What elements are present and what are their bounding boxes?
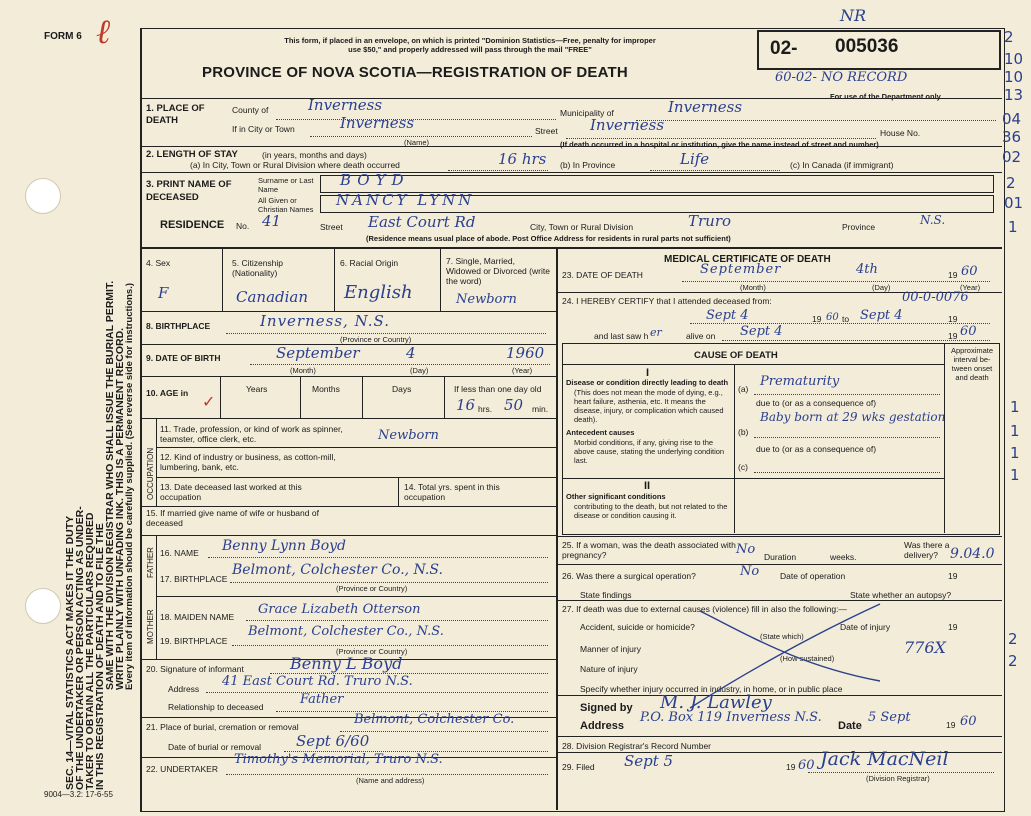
approx-interval-label: Approximate interval be-tween onset and death: [950, 346, 994, 382]
surgery-value: No: [740, 564, 760, 579]
date-operation-label: Date of operation: [780, 571, 846, 581]
sex-label: 4. Sex: [146, 258, 171, 268]
death-day-value: 4th: [856, 262, 878, 277]
roman-two: II: [644, 480, 651, 492]
punch-hole-top: [25, 178, 61, 214]
physician-address-label: Address: [580, 720, 625, 732]
delivery-value: 9.04.0: [950, 546, 995, 562]
father-name-value: Benny Lynn Boyd: [222, 538, 346, 554]
residence-city-value: Truro: [688, 212, 732, 230]
attended-label: 24. I HEREBY CERTIFY that I attended deceased from:: [562, 296, 772, 306]
informant-label: 20. Signature of informant: [146, 664, 244, 674]
margin-code: 13: [1004, 86, 1024, 104]
informant-address-value: 41 East Court Rd. Truro N.S.: [222, 674, 413, 689]
mother-side-label: MOTHER: [146, 609, 155, 644]
filed-date-value: Sept 5: [624, 752, 674, 770]
age-days-label: Days: [392, 384, 412, 394]
filed-nineteen: 19: [786, 762, 796, 772]
due-to-label-2: due to (or as a consequence of): [756, 444, 877, 454]
mail-notice-2: use $50," and properly addressed will pass through the mail "FREE": [348, 45, 592, 54]
dob-day-value: 4: [406, 344, 416, 362]
informant-address-label: Address: [168, 684, 200, 694]
form-title: PROVINCE OF NOVA SCOTIA—REGISTRATION OF DEATH: [202, 64, 628, 81]
birthplace-label: 8. BIRTHPLACE: [146, 321, 211, 331]
margin-code: 2: [1008, 652, 1018, 670]
findings-label: State findings: [580, 590, 632, 600]
dob-year-caption: (Year): [512, 366, 533, 375]
dob-day-caption: (Day): [410, 366, 429, 375]
margin-code: 04: [1002, 110, 1022, 128]
manner-label: Manner of injury: [580, 644, 641, 654]
disease-note: (This does not mean the mode of dying, e.g., heart failure, asthenia, etc. It means the disease, injury, or complication which caused death).: [574, 388, 724, 424]
side-text-5: SAME WITH THE DIVISION REGISTRAR WHO SHALL ISSUE THE BURIAL PERMIT.: [104, 280, 116, 690]
city-value: Inverness: [340, 114, 415, 132]
side-text-1: SEC. 14—VITAL STATISTICS ACT MAKES IT THE DUTY: [64, 515, 76, 790]
stay-city-value: 16 hrs: [498, 150, 547, 168]
alive-nineteen: 19: [948, 331, 958, 341]
birthplace-value: Inverness, N.S.: [260, 312, 391, 330]
cause-a-label: (a): [738, 384, 749, 394]
roman-one: I: [646, 367, 650, 379]
physician-date-label: Date: [838, 720, 862, 732]
mother-birthplace-caption: (Province or Country): [336, 647, 408, 656]
spouse-label: 15. If married give name of wife or husband of deceased: [146, 508, 319, 528]
margin-code: 10: [1004, 50, 1024, 68]
margin-code: 02: [1002, 148, 1022, 166]
autopsy-label: State whether an autopsy?: [850, 590, 952, 600]
cause-b-value: Baby born at 29 wks gestation: [760, 410, 946, 424]
informant-signature: Benny L Boyd: [290, 654, 403, 673]
attended-from-year: 60: [826, 312, 839, 323]
filed-label: 29. Filed: [562, 762, 595, 772]
death-day-caption: (Day): [872, 283, 891, 292]
length-of-stay-label: 2. LENGTH OF STAY: [146, 149, 238, 160]
registration-prefix: 02-: [770, 38, 798, 59]
margin-code: 1: [1010, 444, 1020, 462]
age-minutes-value: 50: [504, 396, 524, 414]
date-of-death-label: 23. DATE OF DEATH: [562, 270, 643, 280]
place-of-death-label: 1. PLACE OF DEATH: [146, 103, 205, 126]
occupation-side-label: OCCUPATION: [146, 447, 155, 500]
margin-code: 2: [1004, 28, 1014, 46]
municipality-label: Municipality of: [560, 108, 614, 118]
death-month-value: September: [700, 262, 782, 277]
cause-b-label: (b): [738, 427, 749, 437]
cause-of-death-title: CAUSE OF DEATH: [694, 350, 778, 361]
accident-label: Accident, suicide or homicide?: [580, 622, 695, 632]
relationship-label: Relationship to deceased: [168, 702, 264, 712]
physician-nineteen: 19: [946, 720, 956, 730]
occupation-trade-label: 11. Trade, profession, or kind of work as spinner, teamster, office clerk, etc.: [160, 424, 343, 444]
burial-date-label: Date of burial or removal: [168, 742, 262, 752]
hand-no-record: 60-02- NO RECORD: [775, 70, 908, 85]
given-names-label: All Given or Christian Names: [258, 196, 314, 214]
duration-label: Duration: [764, 552, 797, 562]
antecedent-note: Morbid conditions, if any, giving rise to the above cause, stating the underlying condition last.: [574, 438, 725, 465]
margin-code: 1: [1008, 218, 1018, 236]
mother-birthplace-label: 19. BIRTHPLACE: [160, 636, 228, 646]
attended-from-nineteen: 19: [812, 314, 822, 324]
surgery-label: 26. Was there a surgical operation?: [562, 571, 696, 581]
hours-label: hrs.: [478, 404, 493, 414]
racial-origin-value: English: [344, 282, 413, 303]
injury-nineteen: 19: [948, 622, 958, 632]
less-than-day-label: If less than one day old: [454, 384, 542, 394]
undertaker-label: 22. UNDERTAKER: [146, 764, 218, 774]
burial-place-value: Belmont, Colchester Co.: [354, 712, 515, 727]
citizenship-value: Canadian: [236, 288, 309, 306]
weeks-label: weeks.: [830, 552, 857, 562]
residence-label: RESIDENCE: [160, 219, 225, 231]
age-years-label: Years: [246, 384, 268, 394]
filed-year-value: 60: [798, 758, 815, 773]
surname-label: Surname or Last Name: [258, 176, 314, 194]
municipality-value: Inverness: [668, 98, 743, 116]
red-mark: ℓ: [96, 12, 111, 52]
side-text-3: TAKER TO OBTAIN ALL THE PARTICULARS REQUIRED: [84, 512, 96, 790]
margin-code: 2: [1006, 174, 1016, 192]
residence-no-label: No.: [236, 221, 250, 231]
physician-address-value: P.O. Box 119 Inverness N.S.: [640, 710, 822, 725]
mother-maiden-name-value: Grace Lizabeth Otterson: [258, 602, 421, 617]
undertaker-caption: (Name and address): [356, 776, 425, 785]
sex-value: F: [158, 284, 169, 302]
state-which-caption: (State which): [760, 632, 804, 641]
burial-date-value: Sept 6/60: [296, 732, 370, 750]
birthplace-caption: (Province or Country): [340, 335, 412, 344]
dob-year-value: 1960: [506, 344, 545, 362]
stay-province-label: (b) In Province: [560, 160, 616, 170]
department-use-note: For use of the Department only: [830, 92, 941, 101]
racial-origin-label: 6. Racial Origin: [340, 258, 399, 268]
death-code: 00-0-0076: [902, 290, 969, 305]
mother-birthplace-value: Belmont, Colchester Co., N.S.: [248, 624, 444, 639]
city-town-label: If in City or Town: [232, 124, 295, 134]
years-occupation-label: 14. Total yrs. spent in this occupation: [404, 482, 500, 502]
margin-code: 1: [1010, 422, 1020, 440]
death-month-caption: (Month): [740, 283, 766, 292]
relationship-value: Father: [300, 692, 344, 707]
registrar-signature: Jack MacNeil: [820, 748, 949, 770]
side-text-7: Every item of information should be carefully supplied. (See reverse side for instructions.): [124, 282, 135, 690]
attended-from-value: Sept 4: [706, 308, 749, 323]
age-checkmark: ✓: [202, 394, 216, 411]
age-label: 10. AGE in: [146, 388, 189, 398]
street-label: Street: [535, 126, 558, 136]
length-of-stay-subtitle: (in years, months and days): [262, 150, 367, 160]
cause-c-label: (c): [738, 462, 748, 472]
attended-to-nineteen: 19: [948, 314, 958, 324]
side-text-2: OF THE UNDERTAKER OR PERSON ACTING AS UNDER-: [74, 506, 86, 790]
street-value: Inverness: [590, 116, 665, 134]
residence-street-value: East Court Rd: [368, 213, 476, 231]
death-nineteen: 19: [948, 270, 958, 280]
punch-hole-bottom: [25, 588, 61, 624]
other-conditions-label: Other significant conditions: [566, 492, 666, 501]
physician-date-value: 5 Sept: [868, 710, 911, 725]
marital-status-value: Newborn: [456, 292, 517, 307]
operation-nineteen: 19: [948, 571, 958, 581]
medical-certificate-title: MEDICAL CERTIFICATE OF DEATH: [664, 254, 831, 265]
stay-city-label: (a) In City, Town or Rural Division where death occurred: [190, 160, 400, 170]
death-year-caption: (Year): [960, 283, 981, 292]
attended-to-value: Sept 4: [860, 308, 903, 323]
physician-year-value: 60: [960, 714, 977, 729]
side-text-4: IN THIS REGISTRATION OF DEATH AND TO FILE THE: [94, 523, 106, 790]
dob-label: 9. DATE OF BIRTH: [146, 353, 221, 363]
margin-code: 2: [1008, 630, 1018, 648]
injury-code: 776X: [904, 638, 946, 657]
death-year-value: 60: [961, 264, 978, 279]
mail-notice-1: This form, if placed in an envelope, on which is printed "Dominion Statistics—Free, penalty for improper: [284, 36, 656, 45]
minutes-label: min.: [532, 404, 549, 414]
registrar-record-label: 28. Division Registrar's Record Number: [562, 741, 712, 751]
form-number: FORM 6: [44, 31, 82, 42]
stay-province-value: Life: [680, 150, 710, 168]
last-saw-her-value: er: [650, 326, 662, 339]
external-causes-label: 27. If death was due to external causes (violence) fill in also the following:—: [562, 604, 847, 614]
how-sustained-caption: (How sustained): [780, 654, 835, 663]
father-name-label: 16. NAME: [160, 548, 199, 558]
county-value: Inverness: [308, 96, 383, 114]
side-text-6: WRITE PLAINLY WITH UNFADING INK. THIS IS A PERMANENT RECORD.: [114, 327, 126, 690]
residence-note: (Residence means usual place of abode. Post Office Address for residents in rural parts not sufficient): [366, 234, 731, 243]
father-birthplace-caption: (Province or Country): [336, 584, 408, 593]
division-registrar-caption: (Division Registrar): [866, 774, 930, 783]
alive-on-label: alive on: [686, 331, 716, 341]
pregnancy-value: No: [736, 542, 756, 557]
specify-label: Specify whether injury occurred in industry, in home, or in public place: [580, 684, 843, 694]
to-label: to: [842, 314, 850, 324]
occupation-industry-label: 12. Kind of industry or business, as cotton-mill, lumbering, bank, etc.: [160, 452, 336, 472]
other-conditions-note: contributing to the death, but not related to the disease or condition causing it.: [574, 502, 728, 520]
father-side-label: FATHER: [146, 547, 155, 578]
county-label: County of: [232, 105, 269, 115]
cause-a-value: Prematurity: [760, 374, 840, 389]
given-names-value: NANCY LYNN: [336, 191, 475, 209]
hand-nr: NR: [840, 6, 867, 25]
hospital-note: (If death occurred in a hospital or institution, give the name instead of street and number): [560, 140, 879, 149]
stay-canada-label: (c) In Canada (if immigrant): [790, 160, 894, 170]
burial-place-label: 21. Place of burial, cremation or removal: [146, 722, 299, 732]
name-caption: (Name): [404, 138, 430, 147]
physician-signature: M. J. Lawley: [660, 692, 772, 713]
mother-maiden-name-label: 18. MAIDEN NAME: [160, 612, 235, 622]
residence-province-label: Province: [842, 222, 876, 232]
margin-code: 1: [1010, 398, 1020, 416]
signed-by-label: Signed by: [580, 702, 633, 714]
undertaker-value: Timothy's Memorial, Truro N.S.: [234, 752, 443, 767]
father-birthplace-label: 17. BIRTHPLACE: [160, 574, 228, 584]
form-code: 9004—3.2: 17-6-55: [44, 790, 113, 799]
residence-number-value: 41: [262, 212, 282, 230]
nature-label: Nature of injury: [580, 664, 638, 674]
occupation-trade-value: Newborn: [378, 428, 439, 443]
residence-province-value: N.S.: [920, 213, 946, 227]
father-birthplace-value: Belmont, Colchester Co., N.S.: [232, 562, 443, 578]
registration-number: 005036: [835, 36, 899, 57]
antecedent-label: Antecedent causes: [566, 428, 635, 437]
residence-city-label: City, Town or Rural Division: [530, 222, 634, 232]
dob-month-value: September: [276, 344, 360, 362]
print-name-label: 3. PRINT NAME OF DECEASED: [146, 179, 232, 203]
last-saw-label: and last saw h: [594, 331, 649, 341]
marital-status-label: 7. Single, Married, Widowed or Divorced (write the word): [446, 256, 550, 286]
age-months-label: Months: [312, 384, 340, 394]
house-number-label: House No.: [880, 128, 921, 138]
age-hours-value: 16: [456, 396, 476, 414]
alive-year-value: 60: [960, 324, 977, 339]
margin-code: 10: [1004, 68, 1024, 86]
last-worked-label: 13. Date deceased last worked at this occupation: [160, 482, 302, 502]
residence-street-label: Street: [320, 222, 343, 232]
margin-code: 1: [1010, 466, 1020, 484]
due-to-label-1: due to (or as a consequence of): [756, 398, 877, 408]
disease-label: Disease or condition directly leading to death: [566, 378, 729, 387]
delivery-label: Was there a delivery?: [904, 540, 950, 560]
margin-code: 36: [1002, 128, 1022, 146]
pregnancy-label: 25. If a woman, was the death associated with pregnancy?: [562, 540, 736, 560]
margin-code: 01: [1004, 194, 1024, 212]
date-injury-label: Date of injury: [840, 622, 891, 632]
citizenship-label: 5. Citizenship (Nationality): [232, 258, 284, 278]
alive-date-value: Sept 4: [740, 324, 783, 339]
dob-month-caption: (Month): [290, 366, 316, 375]
surname-value: BOYD: [340, 171, 410, 189]
